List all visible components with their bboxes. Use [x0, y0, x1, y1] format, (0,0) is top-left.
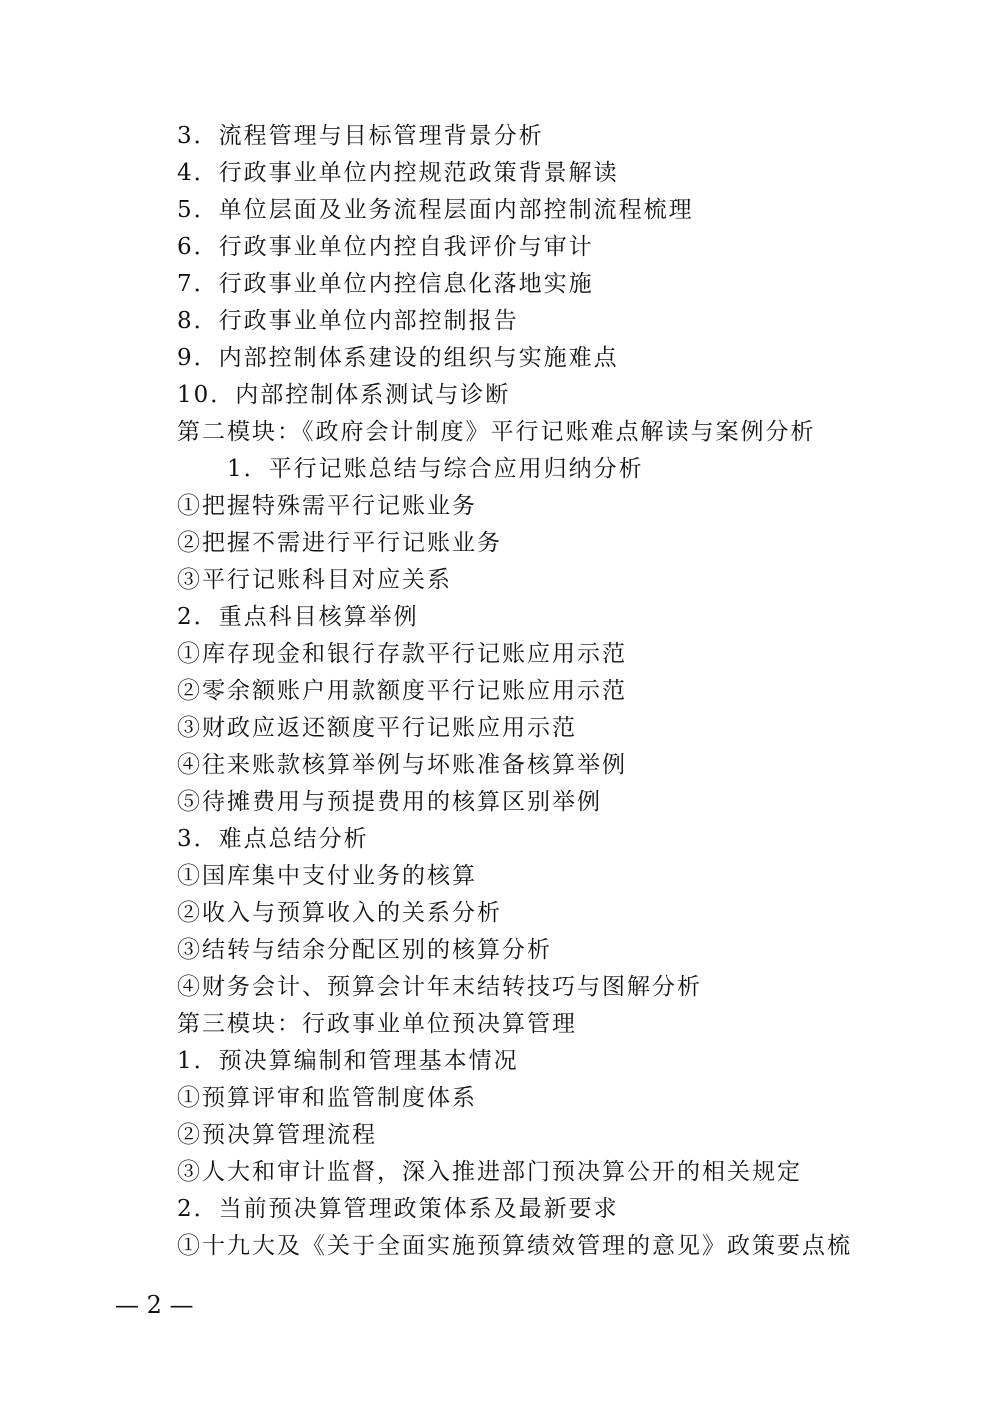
outline-item: 9．内部控制体系建设的组织与实施难点: [177, 345, 619, 371]
outline-item: 6．行政事业单位内控自我评价与审计: [177, 234, 594, 260]
outline-subitem: ①库存现金和银行存款平行记账应用示范: [177, 641, 627, 667]
outline-item: 2．当前预决算管理政策体系及最新要求: [177, 1196, 619, 1222]
outline-item: 3．流程管理与目标管理背景分析: [177, 123, 544, 149]
outline-subitem: ②收入与预算收入的关系分析: [177, 900, 502, 926]
outline-item: 1．预决算编制和管理基本情况: [177, 1048, 519, 1074]
outline-subitem: ⑤待摊费用与预提费用的核算区别举例: [177, 789, 602, 815]
outline-subitem: ③平行记账科目对应关系: [177, 567, 452, 593]
outline-subitem: ①国库集中支付业务的核算: [177, 863, 477, 889]
outline-subitem: ④财务会计、预算会计年末结转技巧与图解分析: [177, 974, 702, 1000]
outline-item: 2．重点科目核算举例: [177, 604, 419, 630]
outline-item: 5．单位层面及业务流程层面内部控制流程梳理: [177, 197, 694, 223]
outline-subitem: ①把握特殊需平行记账业务: [177, 493, 477, 519]
document-body: [177, 118, 897, 1265]
outline-subitem: ①十九大及《关于全面实施预算绩效管理的意见》政策要点梳: [177, 1233, 852, 1259]
outline-subitem: ②把握不需进行平行记账业务: [177, 530, 502, 556]
outline-subitem: ④往来账款核算举例与坏账准备核算举例: [177, 752, 627, 778]
module-heading: 第二模块：《政府会计制度》平行记账难点解读与案例分析: [177, 419, 816, 445]
outline-subitem: ③人大和审计监督，深入推进部门预决算公开的相关规定: [177, 1159, 802, 1185]
outline-subitem: ①预算评审和监管制度体系: [177, 1085, 477, 1111]
module-heading: 第三模块：行政事业单位预决算管理: [177, 1011, 577, 1037]
outline-item: 10．内部控制体系测试与诊断: [177, 382, 511, 408]
outline-item: 8．行政事业单位内部控制报告: [177, 308, 519, 334]
outline-subitem: ②预决算管理流程: [177, 1122, 377, 1148]
outline-subitem: ②零余额账户用款额度平行记账应用示范: [177, 678, 627, 704]
outline-item: 3．难点总结分析: [177, 826, 369, 852]
outline-item: 7．行政事业单位内控信息化落地实施: [177, 271, 594, 297]
outline-item-indented: 1．平行记账总结与综合应用归纳分析: [227, 456, 644, 482]
outline-subitem: ③财政应返还额度平行记账应用示范: [177, 715, 577, 741]
outline-subitem: ③结转与结余分配区别的核算分析: [177, 937, 552, 963]
outline-item: 4．行政事业单位内控规范政策背景解读: [177, 160, 619, 186]
page-number: — 2 —: [115, 1291, 194, 1319]
